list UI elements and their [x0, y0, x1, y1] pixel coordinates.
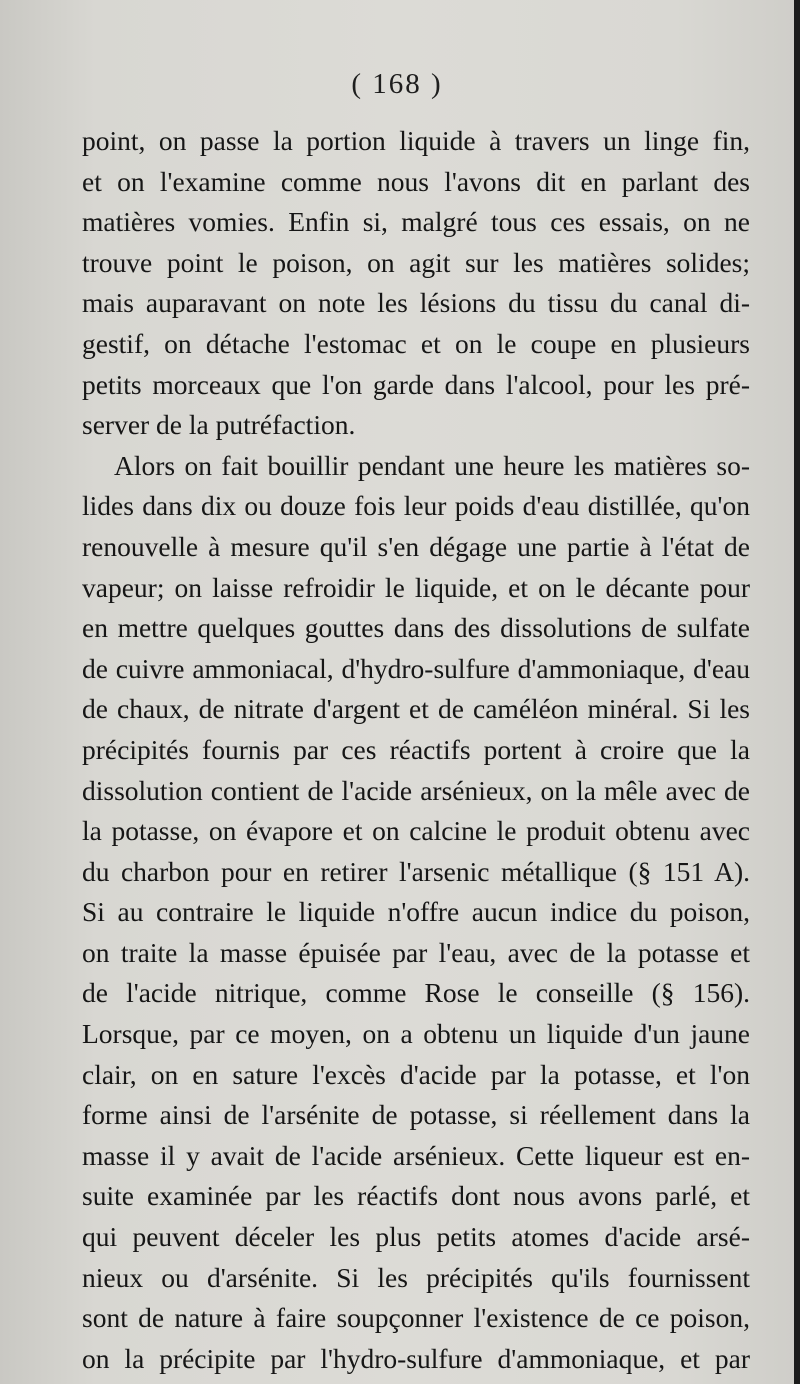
page-number: ( 168 )	[351, 68, 443, 100]
text-line: la potasse, on évapore et on calcine le produit obtenu avec	[82, 815, 750, 847]
text-line: du charbon pour en retirer l'arsenic métallique (§ 151 A).	[82, 855, 750, 887]
text-line: suite examinée par les réactifs dont nous avons parlé, et	[82, 1180, 750, 1212]
text-line: matières vomies. Enfin si, malgré tous ces essais, on ne	[82, 206, 750, 238]
text-line: de cuivre ammoniacal, d'hydro-sulfure d'ammoniaque, d'eau	[82, 652, 750, 684]
text-line: nieux ou d'arsénite. Si les précipités qu'ils fournissent	[82, 1261, 750, 1293]
text-line: server de la putréfaction.	[82, 409, 356, 441]
text-line: vapeur; on laisse refroidir le liquide, et on le décante pour	[82, 571, 750, 603]
text-line: Si au contraire le liquide n'offre aucun indice du poison,	[82, 896, 750, 928]
text-line: Lorsque, par ce moyen, on a obtenu un liquide d'un jaune	[82, 1018, 750, 1050]
text-line: dissolution contient de l'acide arsénieux, on la mêle avec de	[82, 774, 750, 806]
text-line: mais auparavant on note les lésions du tissu du canal di-	[82, 287, 750, 319]
text-line: clair, on en sature l'excès d'acide par la potasse, et l'on	[82, 1058, 750, 1090]
text-line: point, on passe la portion liquide à travers un linge fin,	[82, 125, 750, 156]
text-line: renouvelle à mesure qu'il s'en dégage une partie à l'état de	[82, 530, 750, 562]
body-text	[82, 121, 750, 1379]
text-line: on traite la masse épuisée par l'eau, avec de la potasse et	[82, 936, 750, 968]
text-line: lides dans dix ou douze fois leur poids d'eau distillée, qu'on	[82, 490, 750, 522]
text-line: et on l'examine comme nous l'avons dit en parlant des	[82, 165, 750, 197]
text-line: gestif, on détache l'estomac et on le coupe en plusieurs	[82, 327, 750, 359]
text-line: de l'acide nitrique, comme Rose le conseille (§ 156).	[82, 977, 750, 1009]
page-edge-shadow	[794, 0, 800, 1384]
text-line: on la précipite par l'hydro-sulfure d'ammoniaque, et par	[82, 1342, 750, 1374]
text-line: de chaux, de nitrate d'argent et de caméléon minéral. Si les	[82, 693, 750, 725]
text-line: Alors on fait bouillir pendant une heure les matières so-	[114, 449, 750, 481]
text-line: petits morceaux que l'on garde dans l'alcool, pour les pré-	[82, 368, 750, 400]
text-line: en mettre quelques gouttes dans des dissolutions de sulfate	[82, 612, 750, 644]
text-line: précipités fournis par ces réactifs portent à croire que la	[82, 733, 750, 765]
text-line: forme ainsi de l'arsénite de potasse, si réellement dans la	[82, 1099, 750, 1131]
text-line: sont de nature à faire soupçonner l'existence de ce poison,	[82, 1302, 750, 1334]
text-line: trouve point le poison, on agit sur les matières solides;	[82, 246, 750, 278]
text-line: qui peuvent déceler les plus petits atomes d'acide arsé-	[82, 1221, 750, 1253]
text-line: masse il y avait de l'acide arsénieux. Cette liqueur est en-	[82, 1139, 750, 1171]
